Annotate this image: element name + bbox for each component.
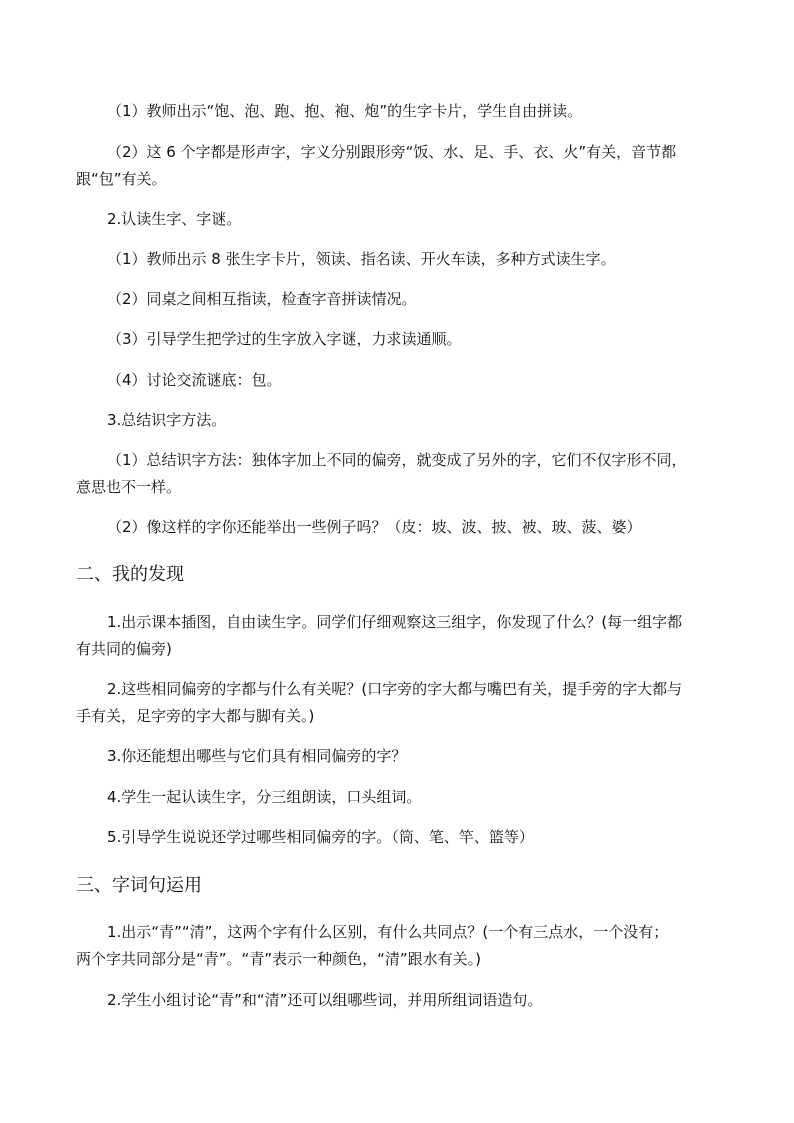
section-heading: 二、我的发现: [76, 564, 184, 585]
paragraph: 1.出示课本插图，自由读生字。同学们仔细观察这三组字，你发现了什么？(每一组字都: [107, 613, 683, 631]
paragraph-continuation: 两个字共同部分是“青”。“青”表示一种颜色，“清”跟水有关。): [76, 950, 481, 968]
paragraph: 1.出示“青”“清”，这两个字有什么区别，有什么共同点？(一个有三点水，一个没有；: [107, 923, 669, 941]
paragraph: 3.你还能想出哪些与它们具有相同偏旁的字？: [107, 747, 407, 765]
paragraph: （3）引导学生把学过的生字放入字谜，力求读通顺。: [107, 330, 462, 348]
subsection-title: 2.认读生字、字谜。: [107, 210, 242, 228]
paragraph: （1）教师出示 8 张生字卡片，领读、指名读、开火车读，多种方式读生字。: [107, 250, 616, 268]
subsection-title: 3.总结识字方法。: [107, 411, 227, 429]
paragraph: 4.学生一起认读生字，分三组朗读，口头组词。: [107, 788, 422, 806]
paragraph: （2）这 6 个字都是形声字，字义分别跟形旁“饭、水、足、手、衣、火”有关，音节都: [107, 143, 677, 161]
paragraph-continuation: 意思也不一样。: [76, 478, 182, 496]
paragraph: 2.这些相同偏旁的字都与什么有关呢？(口字旁的字大都与嘴巴有关，提手旁的字大都与: [107, 680, 683, 698]
paragraph: 5.引导学生说说还学过哪些相同偏旁的字。（筒、笔、竿、篮等）: [107, 828, 534, 846]
paragraph-continuation: 有共同的偏旁): [76, 640, 172, 658]
paragraph-continuation: 跟“包”有关。: [76, 170, 167, 188]
paragraph: 2.学生小组讨论“青”和“清”还可以组哪些词，并用所组词语造句。: [107, 991, 543, 1009]
paragraph: （1）总结识字方法：独体字加上不同的偏旁，就变成了另外的字，它们不仅字形不同，: [107, 451, 687, 469]
paragraph: （4）讨论交流谜底：包。: [107, 371, 282, 389]
paragraph: （1）教师出示“饱、泡、跑、抱、袍、炮”的生字卡片，学生自由拼读。: [107, 102, 583, 120]
paragraph-continuation: 手有关，足字旁的字大都与脚有关。): [76, 707, 315, 725]
paragraph: （2）同桌之间相互指读，检查字音拼读情况。: [107, 290, 417, 308]
section-heading: 三、字词句运用: [76, 875, 202, 896]
paragraph: （2）像这样的字你还能举出一些例子吗？（皮：坡、波、披、被、玻、菠、婆）: [107, 518, 642, 536]
